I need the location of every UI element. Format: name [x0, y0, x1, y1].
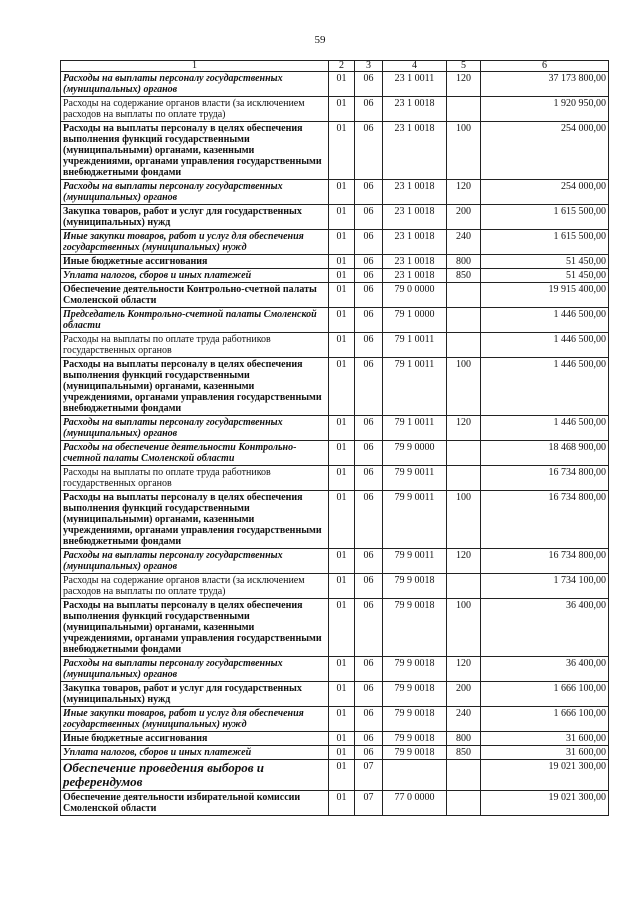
row-section-code: 01 — [329, 205, 355, 230]
table-row — [61, 746, 609, 760]
row-subsection-code: 06 — [355, 333, 383, 358]
row-subsection-code: 06 — [355, 466, 383, 491]
row-section-code: 01 — [329, 760, 355, 791]
row-subsection-code: 06 — [355, 682, 383, 707]
table-row — [61, 122, 609, 180]
table-row — [61, 205, 609, 230]
row-section-code: 01 — [329, 574, 355, 599]
row-target-article: 79 9 0011 — [383, 491, 447, 549]
row-target-article: 23 1 0011 — [383, 72, 447, 97]
table-row — [61, 707, 609, 732]
row-expense-type — [447, 760, 481, 791]
row-target-article: 23 1 0018 — [383, 205, 447, 230]
row-name: Расходы на выплаты персоналу в целях обеспечения выполнения функций государственными (муниципальными) органами, казенными учреждениями, органами управления государственными внебюджетными фондами — [61, 122, 329, 180]
row-target-article: 79 9 0018 — [383, 599, 447, 657]
table-row — [61, 549, 609, 574]
row-target-article: 23 1 0018 — [383, 255, 447, 269]
row-section-code: 01 — [329, 255, 355, 269]
row-expense-type: 850 — [447, 269, 481, 283]
row-section-code: 01 — [329, 180, 355, 205]
table-row — [61, 230, 609, 255]
row-expense-type: 120 — [447, 180, 481, 205]
row-expense-type: 240 — [447, 230, 481, 255]
row-name: Расходы на выплаты персоналу государственных (муниципальных) органов — [61, 549, 329, 574]
row-name: Обеспечение деятельности Контрольно-счетной палаты Смоленской области — [61, 283, 329, 308]
table-row — [61, 269, 609, 283]
row-target-article: 23 1 0018 — [383, 97, 447, 122]
row-subsection-code: 06 — [355, 732, 383, 746]
table-row — [61, 657, 609, 682]
row-subsection-code: 06 — [355, 599, 383, 657]
row-target-article: 23 1 0018 — [383, 230, 447, 255]
row-target-article: 79 1 0000 — [383, 308, 447, 333]
table-header-row — [61, 61, 609, 72]
row-section-code: 01 — [329, 97, 355, 122]
row-name: Уплата налогов, сборов и иных платежей — [61, 746, 329, 760]
row-subsection-code: 06 — [355, 255, 383, 269]
column-header-target-article: 4 — [383, 61, 447, 72]
row-target-article: 79 9 0018 — [383, 707, 447, 732]
row-target-article: 79 1 0011 — [383, 358, 447, 416]
row-amount: 31 600,00 — [481, 732, 609, 746]
row-name: Расходы на выплаты по оплате труда работников государственных органов — [61, 466, 329, 491]
row-name: Расходы на выплаты персоналу в целях обеспечения выполнения функций государственными (муниципальными) органами, казенными учреждениями, органами управления государственными внебюджетными фондами — [61, 358, 329, 416]
row-expense-type — [447, 574, 481, 599]
row-target-article: 79 9 0000 — [383, 441, 447, 466]
row-amount: 19 021 300,00 — [481, 791, 609, 816]
row-subsection-code: 06 — [355, 491, 383, 549]
row-subsection-code: 06 — [355, 549, 383, 574]
row-amount: 51 450,00 — [481, 255, 609, 269]
row-expense-type — [447, 441, 481, 466]
row-target-article: 79 9 0018 — [383, 574, 447, 599]
row-amount: 18 468 900,00 — [481, 441, 609, 466]
row-subsection-code: 06 — [355, 308, 383, 333]
row-section-code: 01 — [329, 269, 355, 283]
row-target-article: 79 9 0018 — [383, 657, 447, 682]
row-expense-type: 100 — [447, 491, 481, 549]
row-name: Расходы на содержание органов власти (за исключением расходов на выплаты по оплате труда) — [61, 574, 329, 599]
table-row — [61, 416, 609, 441]
row-section-code: 01 — [329, 72, 355, 97]
row-target-article: 79 9 0011 — [383, 466, 447, 491]
row-amount: 1 446 500,00 — [481, 333, 609, 358]
row-name: Расходы на содержание органов власти (за исключением расходов на выплаты по оплате труда) — [61, 97, 329, 122]
row-subsection-code: 06 — [355, 283, 383, 308]
row-section-code: 01 — [329, 122, 355, 180]
row-expense-type: 120 — [447, 72, 481, 97]
table-row — [61, 732, 609, 746]
row-amount: 1 446 500,00 — [481, 308, 609, 333]
column-header-section: 2 — [329, 61, 355, 72]
row-subsection-code: 06 — [355, 230, 383, 255]
table-row — [61, 491, 609, 549]
row-expense-type — [447, 308, 481, 333]
row-name: Иные бюджетные ассигнования — [61, 732, 329, 746]
row-section-code: 01 — [329, 732, 355, 746]
column-header-name: 1 — [61, 61, 329, 72]
row-amount: 31 600,00 — [481, 746, 609, 760]
table-row — [61, 574, 609, 599]
row-subsection-code: 06 — [355, 269, 383, 283]
row-subsection-code: 06 — [355, 657, 383, 682]
row-amount: 16 734 800,00 — [481, 549, 609, 574]
row-expense-type: 100 — [447, 358, 481, 416]
row-amount: 254 000,00 — [481, 180, 609, 205]
row-expense-type: 100 — [447, 122, 481, 180]
row-expense-type: 120 — [447, 657, 481, 682]
row-name: Уплата налогов, сборов и иных платежей — [61, 269, 329, 283]
row-amount: 36 400,00 — [481, 599, 609, 657]
row-target-article: 79 1 0011 — [383, 333, 447, 358]
row-name: Расходы на обеспечение деятельности Контрольно-счетной палаты Смоленской области — [61, 441, 329, 466]
row-section-code: 01 — [329, 230, 355, 255]
row-amount: 1 666 100,00 — [481, 682, 609, 707]
row-name: Обеспечение проведения выборов и референдумов — [61, 760, 329, 791]
row-section-code: 01 — [329, 333, 355, 358]
row-subsection-code: 06 — [355, 180, 383, 205]
row-expense-type — [447, 791, 481, 816]
row-subsection-code: 07 — [355, 760, 383, 791]
row-expense-type: 800 — [447, 255, 481, 269]
row-target-article: 79 9 0018 — [383, 682, 447, 707]
row-section-code: 01 — [329, 441, 355, 466]
row-target-article: 79 9 0018 — [383, 746, 447, 760]
row-section-code: 01 — [329, 416, 355, 441]
page-number: 59 — [314, 34, 326, 46]
row-name: Расходы на выплаты персоналу государственных (муниципальных) органов — [61, 657, 329, 682]
row-subsection-code: 06 — [355, 746, 383, 760]
column-header-amount: 6 — [481, 61, 609, 72]
row-expense-type: 850 — [447, 746, 481, 760]
table-row — [61, 97, 609, 122]
table-row — [61, 308, 609, 333]
row-target-article: 23 1 0018 — [383, 269, 447, 283]
row-expense-type: 800 — [447, 732, 481, 746]
row-expense-type: 120 — [447, 549, 481, 574]
row-name: Председатель Контрольно-счетной палаты Смоленской области — [61, 308, 329, 333]
row-amount: 19 021 300,00 — [481, 760, 609, 791]
row-amount: 254 000,00 — [481, 122, 609, 180]
row-amount: 16 734 800,00 — [481, 466, 609, 491]
column-header-subsection: 3 — [355, 61, 383, 72]
row-name: Иные закупки товаров, работ и услуг для обеспечения государственных (муниципальных) нужд — [61, 707, 329, 732]
row-section-code: 01 — [329, 707, 355, 732]
row-subsection-code: 06 — [355, 574, 383, 599]
row-amount: 1 734 100,00 — [481, 574, 609, 599]
row-subsection-code: 06 — [355, 122, 383, 180]
row-target-article: 79 9 0011 — [383, 549, 447, 574]
row-expense-type — [447, 466, 481, 491]
row-section-code: 01 — [329, 466, 355, 491]
row-target-article: 23 1 0018 — [383, 122, 447, 180]
row-subsection-code: 06 — [355, 707, 383, 732]
row-section-code: 01 — [329, 491, 355, 549]
row-target-article: 77 0 0000 — [383, 791, 447, 816]
table-row — [61, 599, 609, 657]
row-section-code: 01 — [329, 549, 355, 574]
table-row — [61, 466, 609, 491]
table-row — [61, 760, 609, 791]
row-subsection-code: 06 — [355, 416, 383, 441]
row-target-article — [383, 760, 447, 791]
row-section-code: 01 — [329, 599, 355, 657]
row-name: Расходы на выплаты персоналу в целях обеспечения выполнения функций государственными (муниципальными) органами, казенными учреждениями, органами управления государственными внебюджетными фондами — [61, 599, 329, 657]
row-section-code: 01 — [329, 308, 355, 333]
row-target-article: 79 1 0011 — [383, 416, 447, 441]
column-header-expense-type: 5 — [447, 61, 481, 72]
row-name: Расходы на выплаты персоналу в целях обеспечения выполнения функций государственными (муниципальными) органами, казенными учреждениями, органами управления государственными внебюджетными фондами — [61, 491, 329, 549]
row-amount: 1 615 500,00 — [481, 230, 609, 255]
row-name: Расходы на выплаты персоналу государственных (муниципальных) органов — [61, 180, 329, 205]
row-expense-type: 240 — [447, 707, 481, 732]
row-subsection-code: 06 — [355, 72, 383, 97]
row-name: Закупка товаров, работ и услуг для государственных (муниципальных) нужд — [61, 205, 329, 230]
row-expense-type: 200 — [447, 205, 481, 230]
row-expense-type — [447, 283, 481, 308]
row-target-article: 23 1 0018 — [383, 180, 447, 205]
row-section-code: 01 — [329, 283, 355, 308]
row-amount: 1 446 500,00 — [481, 358, 609, 416]
table-row — [61, 180, 609, 205]
table-row — [61, 333, 609, 358]
row-section-code: 01 — [329, 746, 355, 760]
row-expense-type: 200 — [447, 682, 481, 707]
row-amount: 1 920 950,00 — [481, 97, 609, 122]
row-amount: 1 615 500,00 — [481, 205, 609, 230]
row-name: Закупка товаров, работ и услуг для государственных (муниципальных) нужд — [61, 682, 329, 707]
row-name: Расходы на выплаты персоналу государственных (муниципальных) органов — [61, 416, 329, 441]
row-section-code: 01 — [329, 358, 355, 416]
row-name: Расходы на выплаты по оплате труда работников государственных органов — [61, 333, 329, 358]
row-amount: 1 666 100,00 — [481, 707, 609, 732]
row-section-code: 01 — [329, 682, 355, 707]
row-subsection-code: 07 — [355, 791, 383, 816]
row-section-code: 01 — [329, 791, 355, 816]
row-subsection-code: 06 — [355, 97, 383, 122]
row-subsection-code: 06 — [355, 441, 383, 466]
row-expense-type: 120 — [447, 416, 481, 441]
row-amount: 37 173 800,00 — [481, 72, 609, 97]
row-name: Иные закупки товаров, работ и услуг для обеспечения государственных (муниципальных) нужд — [61, 230, 329, 255]
row-subsection-code: 06 — [355, 205, 383, 230]
row-expense-type: 100 — [447, 599, 481, 657]
row-expense-type — [447, 97, 481, 122]
table-row — [61, 682, 609, 707]
table-row — [61, 358, 609, 416]
budget-table — [60, 60, 609, 816]
row-amount: 36 400,00 — [481, 657, 609, 682]
row-expense-type — [447, 333, 481, 358]
table-body — [61, 72, 609, 816]
table-row — [61, 255, 609, 269]
row-name: Иные бюджетные ассигнования — [61, 255, 329, 269]
row-name: Обеспечение деятельности избирательной комиссии Смоленской области — [61, 791, 329, 816]
table-row — [61, 441, 609, 466]
row-target-article: 79 9 0018 — [383, 732, 447, 746]
table-row — [61, 283, 609, 308]
table-row — [61, 72, 609, 97]
row-target-article: 79 0 0000 — [383, 283, 447, 308]
row-amount: 16 734 800,00 — [481, 491, 609, 549]
row-amount: 51 450,00 — [481, 269, 609, 283]
table-row — [61, 791, 609, 816]
row-name: Расходы на выплаты персоналу государственных (муниципальных) органов — [61, 72, 329, 97]
row-amount: 19 915 400,00 — [481, 283, 609, 308]
row-subsection-code: 06 — [355, 358, 383, 416]
row-section-code: 01 — [329, 657, 355, 682]
row-amount: 1 446 500,00 — [481, 416, 609, 441]
